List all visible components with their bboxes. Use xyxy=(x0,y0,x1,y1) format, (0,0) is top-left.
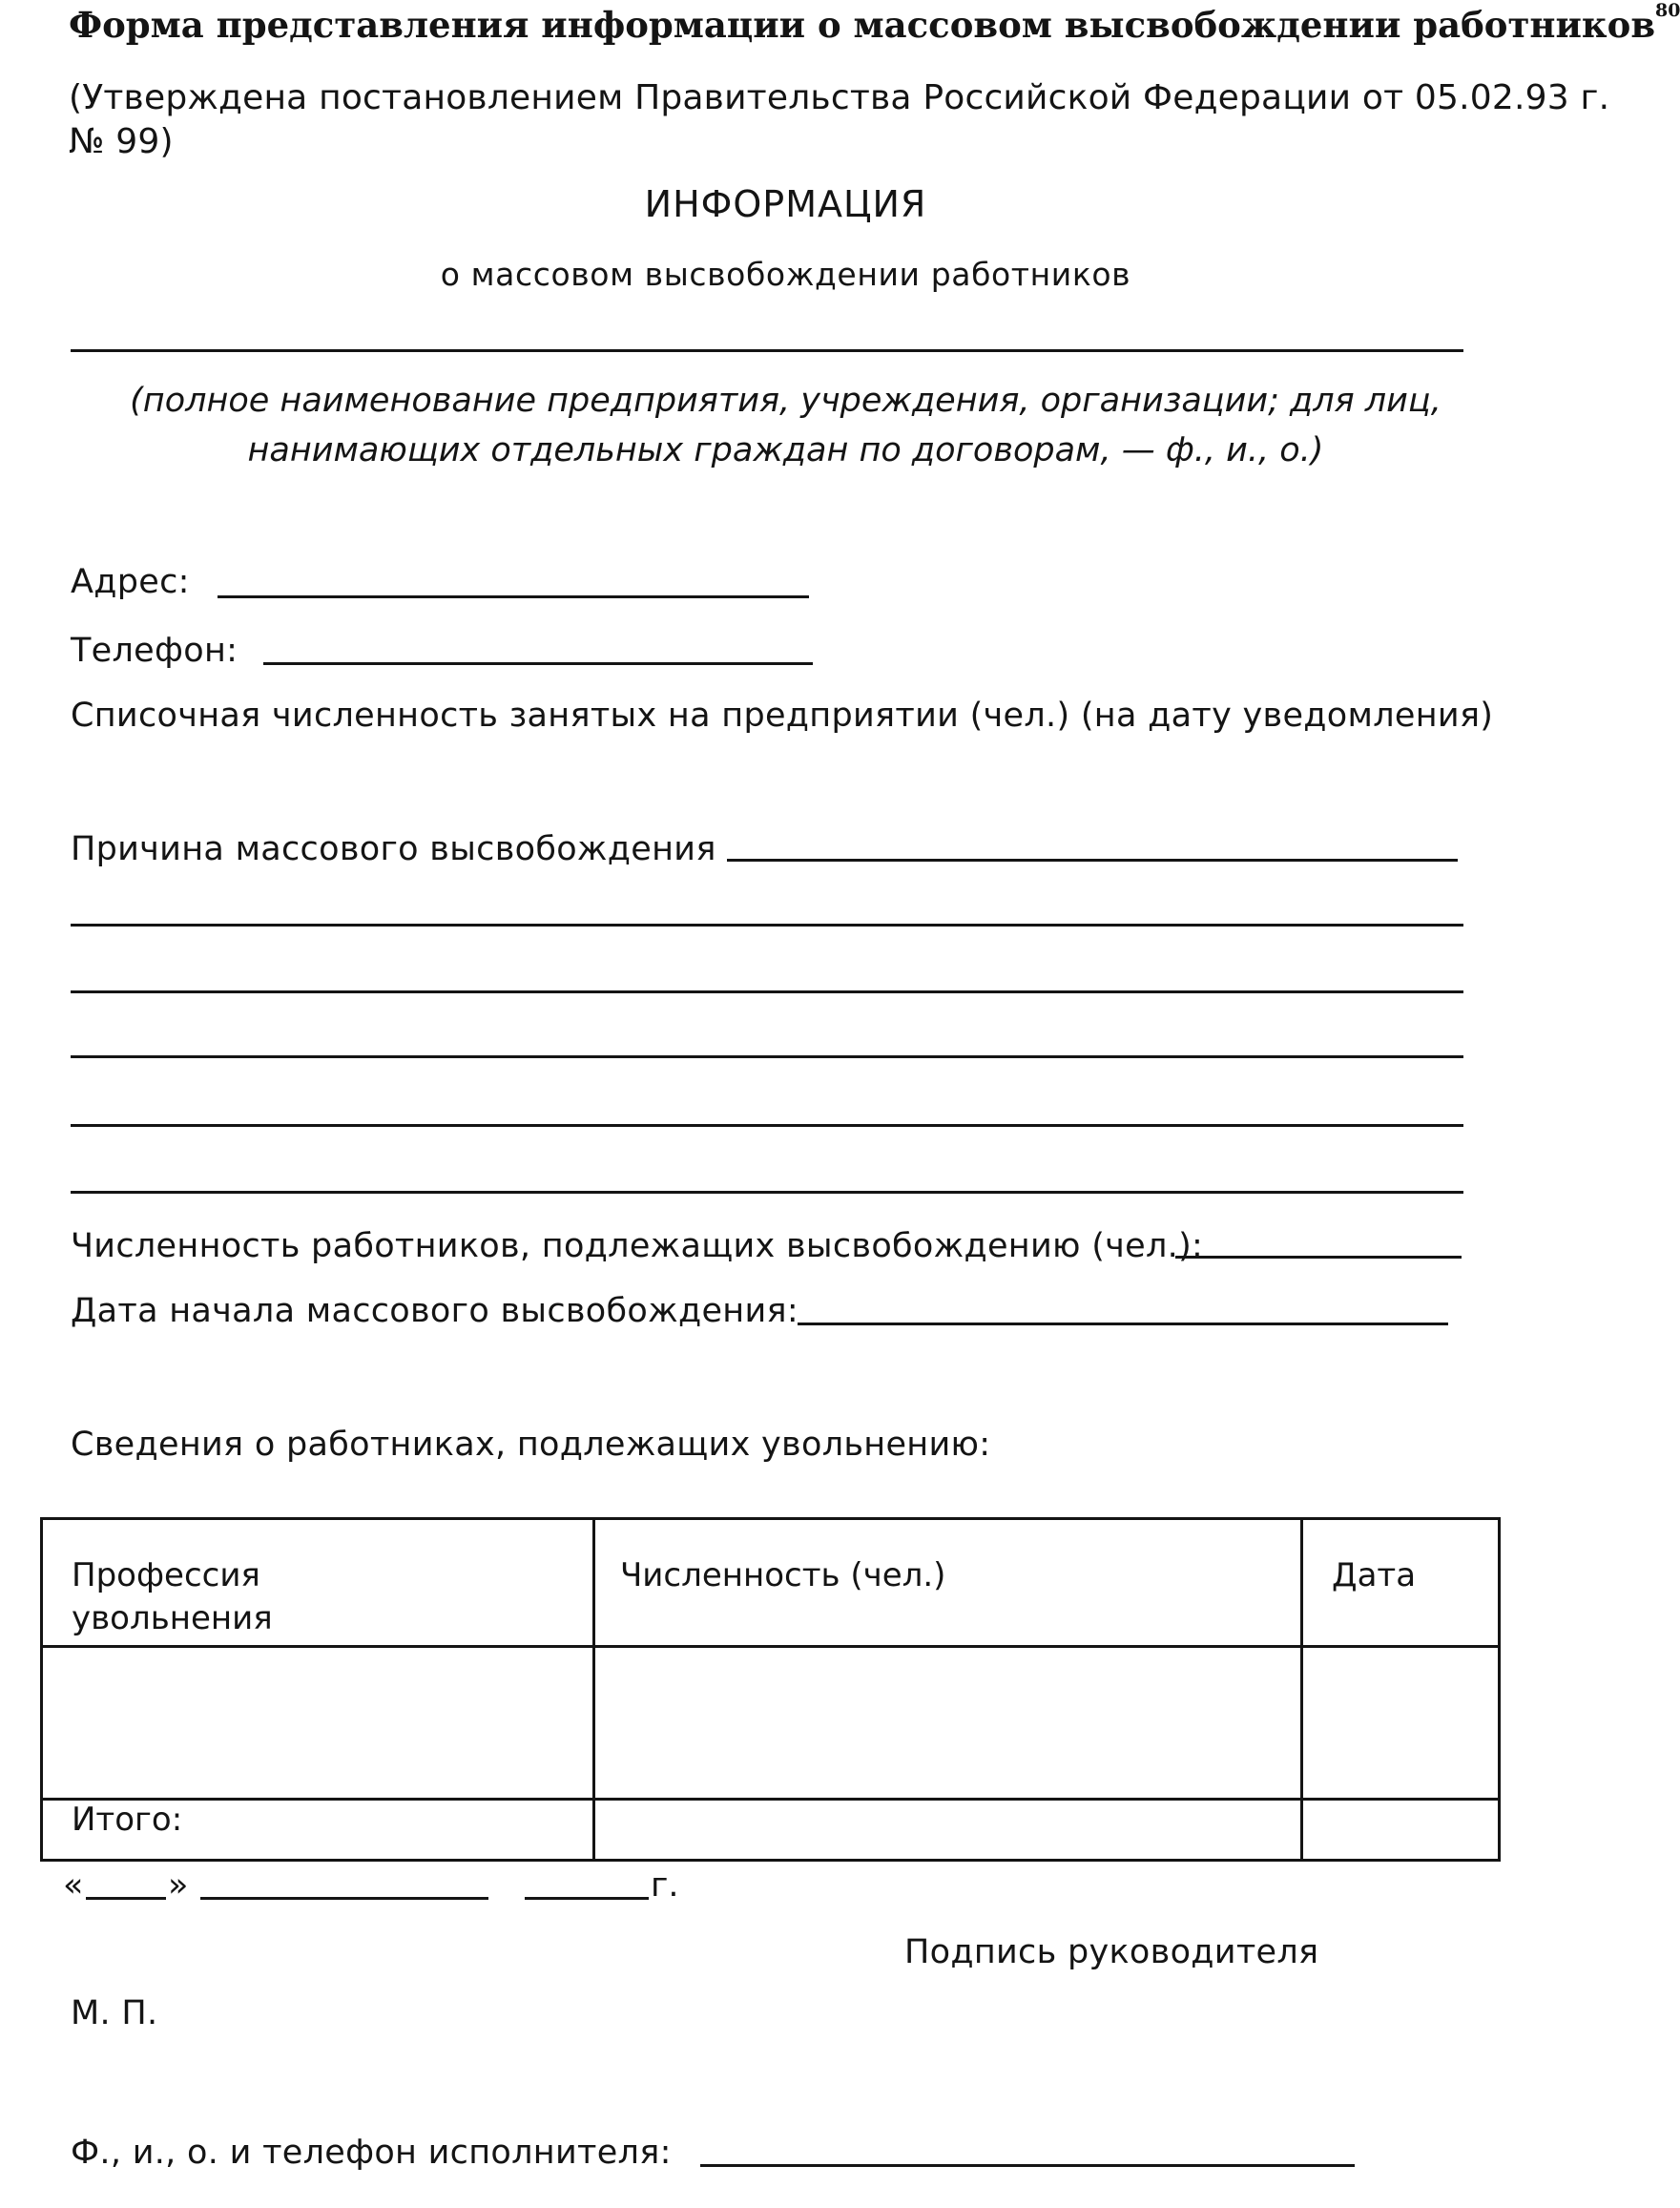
phone-field[interactable] xyxy=(263,662,813,665)
total-label-cell xyxy=(42,1800,594,1861)
year-suffix: г. xyxy=(651,1866,679,1905)
document-heading: ИНФОРМАЦИЯ xyxy=(644,183,927,225)
form-title-text: Форма представления информации о массовом высвобождении работников xyxy=(69,4,1656,46)
cell-profession[interactable] xyxy=(42,1647,594,1800)
address-field[interactable] xyxy=(218,595,809,598)
header-date-text: Дата xyxy=(1332,1556,1417,1594)
date-open-quote: « xyxy=(63,1866,84,1905)
release-count-label: Численность работников, подлежащих высвобождению (чел.): xyxy=(71,1227,1204,1265)
reason-line-3[interactable] xyxy=(71,990,1463,993)
reason-line-2[interactable] xyxy=(71,924,1463,927)
organization-name-field[interactable] xyxy=(71,349,1463,352)
phone-label: Телефон: xyxy=(71,632,239,670)
reason-line-4[interactable] xyxy=(71,1055,1463,1058)
reason-label: Причина массового высвобождения xyxy=(71,830,716,868)
address-label: Адрес: xyxy=(71,563,190,601)
document-subheading: о массовом высвобождении работников xyxy=(440,256,1131,293)
head-signature-label: Подпись руководителя xyxy=(904,1933,1319,1971)
header-count xyxy=(594,1519,1302,1647)
stamp-label: М. П. xyxy=(71,1994,158,2032)
organization-hint-line2: нанимающих отдельных граждан по договорам, — ф., и., о.) xyxy=(247,431,1324,469)
headcount-label: Списочная численность занятых на предприятии (чел.) (на дату уведомления) xyxy=(71,697,1494,735)
date-year-field[interactable] xyxy=(525,1897,649,1900)
table-total-row xyxy=(42,1800,1500,1861)
start-date-field[interactable] xyxy=(798,1323,1448,1325)
table-row xyxy=(42,1647,1500,1800)
cell-count[interactable] xyxy=(594,1647,1302,1800)
header-profession xyxy=(42,1519,594,1647)
executor-label: Ф., и., о. и телефон исполнителя: xyxy=(71,2134,672,2172)
start-date-label: Дата начала массового высвобождения: xyxy=(71,1292,799,1330)
total-date-cell[interactable] xyxy=(1302,1800,1500,1861)
release-count-field[interactable] xyxy=(1175,1256,1462,1259)
reason-line-6[interactable] xyxy=(71,1191,1463,1194)
header-count-text: Численность (чел.) xyxy=(620,1556,946,1594)
form-title xyxy=(69,0,1680,46)
date-day-field[interactable] xyxy=(86,1897,166,1900)
total-label: Итого: xyxy=(72,1801,183,1839)
reason-field[interactable] xyxy=(727,859,1458,862)
table-header-row xyxy=(42,1519,1500,1647)
date-close-quote: » xyxy=(168,1866,189,1905)
date-month-field[interactable] xyxy=(200,1897,488,1900)
approval-note-line1: (Утверждена постановлением Правительства Российской Федерации от 05.02.93 г. xyxy=(69,78,1610,117)
total-count-cell[interactable] xyxy=(594,1800,1302,1861)
table-caption: Сведения о работниках, подлежащих увольнению: xyxy=(71,1426,991,1464)
organization-hint-line1: (полное наименование предприятия, учреждения, организации; для лиц, xyxy=(130,382,1441,420)
cell-date[interactable] xyxy=(1302,1647,1500,1800)
approval-note-line2: № 99) xyxy=(69,122,174,161)
header-profession-text: Профессия увольнения xyxy=(72,1556,273,1637)
workers-table xyxy=(40,1517,1501,1862)
header-date xyxy=(1302,1519,1500,1647)
footnote-marker: 80 xyxy=(1655,0,1680,21)
reason-line-5[interactable] xyxy=(71,1124,1463,1127)
executor-field[interactable] xyxy=(700,2164,1355,2167)
